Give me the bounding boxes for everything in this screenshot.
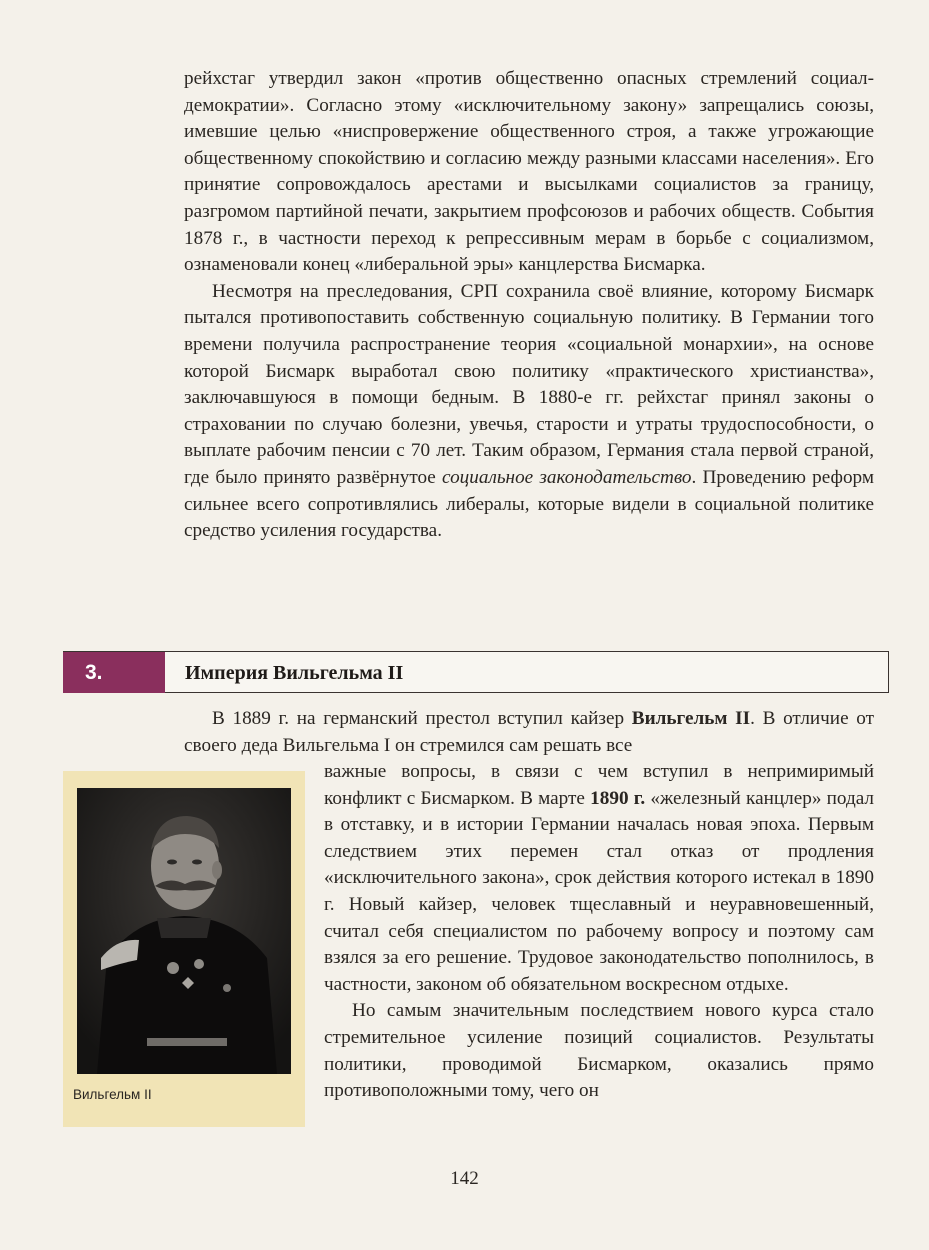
paragraph-social-policy: Несмотря на преследования, СРП сохранила своё влияние, которому Бисмарк пытался противопоставить собственную социальную политику. В Германии того времени получила распространение теория «социальной монархии», на основе которой Бисмарк выработал свою политику «практического христианства», заключавшуюся в помощи бедным. В 1880-е гг. рейхстаг принял законы о страховании по случаю болезни, увечья, старости и утраты трудоспособности, о выплате рабочим пенсии с 70 лет. Таким образом, Германия стала первой страной, где было принято развёрнутое социальное законодательство. Проведению реформ сильнее всего сопротивлялись либералы, которые видели в социальной политике средство усиления государства. <box>184 280 874 542</box>
section-text-intro <box>184 706 874 759</box>
section-header <box>63 651 889 693</box>
portrait-figure <box>63 771 305 1127</box>
section-title: Империя Вильгельма II <box>185 662 404 684</box>
paragraph-intro: В 1889 г. на германский престол вступил кайзер Вильгельм II. В отличие от своего деда Вильгельма I он стремился сам решать все <box>184 708 875 756</box>
figure-caption: Вильгельм II <box>73 1087 152 1102</box>
term-1890: 1890 г. <box>590 787 646 809</box>
page-number: 142 <box>450 1168 479 1189</box>
portrait-photo <box>77 788 291 1074</box>
top-text-block <box>184 66 874 545</box>
paragraph-continuation: рейхстаг утвердил закон «против общественно опасных стремлений социал-демократии». Согласно этому «исключительному закону» запрещались союзы, имевшие целью «ниспровержение общественного строя, а также угрожающие общественному спокойствию и согласию между разными классами населения». Его принятие сопровождалось арестами и высылками социалистов за границу, разгромом партийной печати, закрытием профсоюзов и рабочих обществ. События 1878 г., в частности переход к репрессивным мерам в борьбе с социализмом, ознаменовали конец «либеральной эры» канцлерства Бисмарка. <box>184 68 874 276</box>
portrait-illustration <box>77 788 291 1074</box>
section-number: 3. <box>63 652 165 693</box>
section-text-wrapped <box>324 759 874 1105</box>
term-social-legislation: социальное законодательство <box>442 466 692 488</box>
term-wilhelm-ii: Вильгельм II <box>631 708 751 729</box>
paragraph-socialists: Но самым значительным последствием нового курса стало стремительное усиление позиций социалистов. Результаты политики, проводимой Бисмарком, оказались прямо противоположными тому, чего он <box>324 1000 874 1102</box>
paragraph-conflict: важные вопросы, в связи с чем вступил в непримиримый конфликт с Бисмарком. В марте 1890 г. «железный канцлер» подал в отставку, и в истории Германии началась новая эпоха. Первым следствием этих перемен стал отказ от продления «исключительного закона», срок действия которого истекал в 1890 г. Новый кайзер, человек тщеславный и неуравновешенный, считал себя специалистом по рабочему вопросу и поэтому сам взялся за его решение. Трудовое законодательство пополнилось, в частности, законом об обязательном воскресном отдыхе. <box>324 761 874 995</box>
